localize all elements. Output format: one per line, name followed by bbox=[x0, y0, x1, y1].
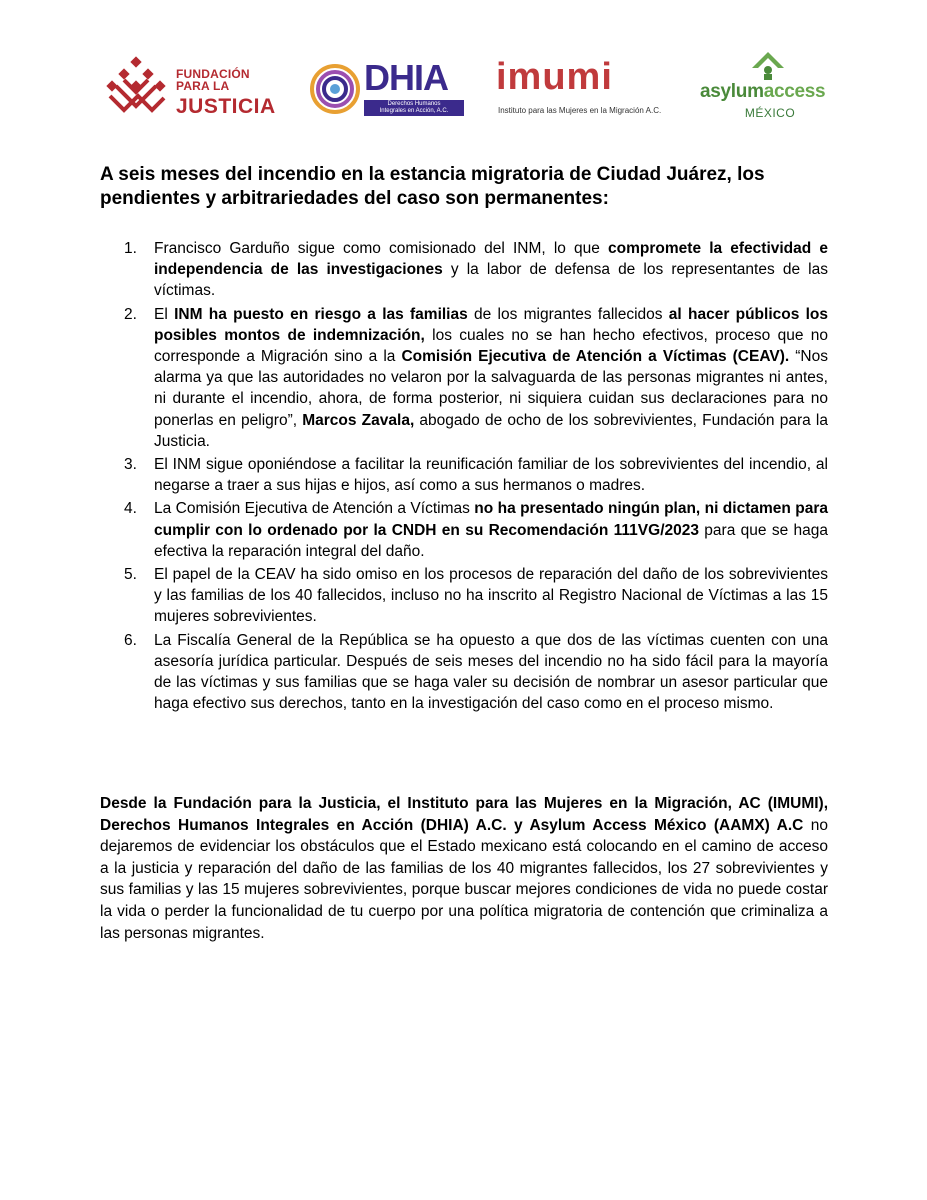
fundacion-lattice-icon bbox=[104, 56, 168, 120]
list-item-text: La Comisión Ejecutiva de Atención a Víctimas bbox=[154, 500, 475, 518]
list-item-text: abogado de ocho de los sobrevivientes, Fundación para la Justicia. bbox=[154, 411, 828, 450]
closing-text: no dejaremos de evidenciar los obstáculos que el Estado mexicano está colocando en el camino de acceso a la justicia y reparación del daño de las familias de los 40 migrantes fallecidos, los 27 sobrevivientes y sus familias y las 15 mujeres sobrevivientes, porque buscar mejores condiciones de vida no puede costar la vida o perder la funcionalidad de tu cuerpo por una política migratoria de contención que criminaliza a las personas migrantes. bbox=[100, 816, 828, 942]
logo-header bbox=[0, 0, 927, 140]
dhia-swirl-icon bbox=[308, 62, 362, 116]
asylum-access-logo bbox=[700, 50, 840, 126]
list-item bbox=[100, 304, 828, 452]
dhia-logo-name: DHIA bbox=[364, 57, 448, 98]
closing-paragraph bbox=[100, 793, 828, 944]
asylum-access-country: MÉXICO bbox=[744, 106, 796, 120]
list-item bbox=[100, 564, 828, 628]
asylum-house-icon bbox=[748, 50, 788, 80]
page-title: A seis meses del incendio en la estancia migratoria de Ciudad Juárez, los pendientes y arbitrariedades del caso son permanentes: bbox=[100, 164, 765, 209]
list-item-text: y la labor de defensa de los representantes de las víctimas. bbox=[154, 261, 828, 300]
list-item-text: El bbox=[154, 305, 175, 323]
list-item bbox=[100, 454, 828, 496]
list-item-text: Francisco Garduño sigue como comisionado del INM, lo que bbox=[154, 240, 609, 257]
list-item-number: 2. bbox=[124, 305, 137, 323]
list-item-number: 5. bbox=[124, 566, 137, 584]
imumi-logo bbox=[496, 58, 676, 122]
list-item-bold-text: Comisión Ejecutiva de Atención a Víctimas (CEAV). bbox=[401, 348, 790, 366]
list-item-bold-text: INM ha puesto en riesgo a las familias bbox=[174, 305, 468, 323]
imumi-logo-subtitle: Instituto para las Mujeres en la Migración A.C. bbox=[498, 106, 662, 115]
dhia-logo-subtitle bbox=[364, 100, 464, 116]
list-item-number: 6. bbox=[124, 631, 137, 649]
list-item bbox=[100, 498, 828, 562]
list-item-bold-text: no ha presentado ningún plan, ni dictamen para cumplir con lo ordenado por la CNDH en su Recomendación 111VG/2023 bbox=[154, 500, 828, 539]
list-item-text: los cuales no se han hecho efectivos, proceso que no corresponde a Migración sino a la bbox=[154, 326, 829, 366]
list-item bbox=[100, 238, 828, 302]
list-item-text: La Fiscalía General de la República se ha opuesto a que dos de las víctimas cuenten con una asesoría jurídica particular. Después de seis meses del incendio no ha sido fácil para la mayoría de las víctimas y sus familias que se haga valer su decisión de nombrar un asesor particular que haga efectivo sus derechos, tanto en la investigación del caso como en el proceso mismo. bbox=[154, 631, 828, 713]
fundacion-logo-top-text: FUNDACIÓN PARA LA bbox=[176, 67, 250, 93]
list-item-text: de los migrantes fallecidos bbox=[467, 305, 669, 323]
pending-issues-list bbox=[100, 238, 828, 716]
access-word: access bbox=[763, 81, 826, 102]
fundacion-justicia-logo bbox=[104, 56, 284, 120]
list-item bbox=[100, 630, 828, 715]
list-item-bold-text: compromete la efectividad e independencia de las investigaciones bbox=[154, 240, 828, 279]
fundacion-logo-main-text: JUSTICIA bbox=[176, 95, 276, 118]
list-item-number: 4. bbox=[124, 500, 137, 518]
list-item-bold-text: al hacer públicos los posibles montos de indemnización, bbox=[154, 305, 829, 344]
list-item-number: 1. bbox=[124, 240, 137, 257]
list-item-number: 3. bbox=[124, 456, 137, 474]
dhia-logo bbox=[308, 58, 468, 122]
closing-bold-text: Desde la Fundación para la Justicia, el Instituto para las Mujeres en la Migración, AC (IMUMI), Derechos Humanos Integrales en Acción (DHIA) A.C. y Asylum Access México (AAMX) A.C bbox=[100, 795, 828, 834]
list-item-text: El papel de la CEAV ha sido omiso en los procesos de reparación del daño de los sobrevivientes y las familias de los 40 fallecidos, incluso no ha inscrito al Registro Nacional de Víctimas a las 15 mujeres sobrevivientes. bbox=[154, 566, 828, 626]
asylum-word: asylum bbox=[700, 81, 764, 102]
imumi-logo-name: imumi bbox=[496, 56, 613, 98]
list-item-text: El INM sigue oponiéndose a facilitar la reunificación familiar de los sobrevivientes del incendio, al negarse a traer a sus hijas e hijos, así como a sus hermanos o madres. bbox=[154, 456, 828, 495]
dhia-subtitle-line1: Derechos Humanos bbox=[387, 101, 441, 107]
list-item-text: “Nos alarma ya que las autoridades no velaron por la salvaguarda de las personas migrantes ni antes, ni durante el incendio, ahora, de forma posterior, ni siquiera cuidan sus declaraciones para no ponerlas en peligro”, bbox=[154, 348, 828, 429]
list-item-text: para que se haga efectiva la reparación integral del daño. bbox=[154, 521, 828, 560]
asylum-access-name bbox=[700, 82, 825, 101]
dhia-subtitle-line2: Integrales en Acción, A.C. bbox=[379, 107, 449, 114]
list-item-bold-text: Marcos Zavala, bbox=[302, 411, 415, 429]
